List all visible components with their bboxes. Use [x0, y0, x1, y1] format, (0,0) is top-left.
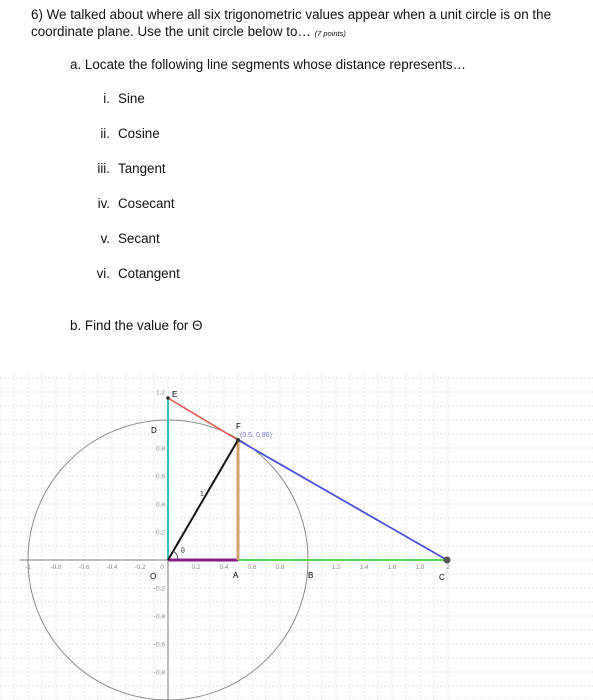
x-tick-label: 0.8	[275, 564, 285, 571]
point-label-b: B	[308, 571, 314, 580]
item-label: Sine	[118, 91, 145, 106]
y-tick-label: -0.8	[153, 669, 165, 677]
x-tick-label: 0.2	[191, 564, 201, 571]
point-label-e: E	[172, 390, 178, 399]
x-tick-label: 0.6	[247, 564, 257, 571]
point-label-a: A	[233, 571, 239, 580]
point-e-dot	[166, 396, 170, 400]
x-tick-label: 1.6	[387, 564, 397, 571]
unit-circle-figure	[0, 375, 593, 700]
list-item	[70, 266, 180, 281]
x-tick-label: 2	[446, 564, 450, 571]
x-tick-label: -0.6	[78, 564, 90, 571]
y-tick-label: 1.2	[155, 389, 165, 397]
point-label-d: D	[151, 426, 157, 435]
y-tick-label: 0.2	[155, 529, 165, 537]
list-item	[70, 91, 145, 106]
item-number: iv.	[97, 196, 110, 211]
part-b-label: b. Find the value for Θ	[70, 318, 203, 333]
y-tick-label: -0.6	[153, 641, 165, 649]
list-item	[70, 161, 166, 176]
list-item	[70, 196, 175, 211]
segment-e-f	[168, 398, 238, 440]
item-label: Tangent	[118, 161, 166, 176]
x-tick-label: 1.8	[415, 564, 425, 571]
segment-f-c	[238, 440, 447, 560]
x-tick-label: 1.2	[331, 564, 341, 571]
list-item	[70, 126, 160, 141]
y-tick-label: 0.4	[155, 501, 165, 509]
y-tick-label: -0.4	[153, 613, 165, 621]
list-item	[70, 231, 160, 246]
x-tick-label: 0	[160, 564, 164, 571]
grid	[0, 375, 593, 700]
point-label-c: C	[439, 573, 445, 582]
item-label: Cosine	[118, 126, 160, 141]
item-number: v.	[100, 231, 110, 246]
angle-label: θ	[181, 548, 185, 555]
segment-o-f	[168, 440, 238, 560]
point-c-dot	[444, 557, 451, 564]
x-tick-label: 1.4	[359, 564, 369, 571]
x-tick-label: -0.4	[106, 564, 118, 571]
item-label: Cotangent	[118, 266, 180, 281]
point-label-f: F	[236, 422, 241, 431]
item-number: iii.	[97, 161, 110, 176]
item-label: Secant	[118, 231, 160, 246]
y-tick-label: -0.2	[153, 585, 165, 593]
x-tick-label: -0.8	[50, 564, 62, 571]
y-tick-label: 0.6	[155, 473, 165, 481]
y-tick-label: 0.8	[155, 445, 165, 453]
x-tick-label: 0.4	[219, 564, 229, 571]
item-number: vi.	[96, 266, 110, 281]
radius-label: 1	[200, 491, 204, 498]
x-tick-label: -1	[25, 564, 31, 571]
point-label-o: O	[150, 572, 157, 581]
point-f-coordinate: (0.5, 0.86)	[240, 432, 272, 439]
question-text: 6) We talked about where all six trigonometric values appear when a unit circle is on the coordinate plane. Use the unit circle below to…	[31, 7, 552, 39]
question-prompt	[31, 6, 576, 42]
part-a-label: a. Locate the following line segments whose distance represents…	[70, 57, 466, 72]
item-number: i.	[103, 91, 110, 106]
item-number: ii.	[100, 126, 110, 141]
x-tick-label: -0.2	[134, 564, 146, 571]
points-note: (7 points)	[314, 29, 346, 38]
item-label: Cosecant	[118, 196, 175, 211]
